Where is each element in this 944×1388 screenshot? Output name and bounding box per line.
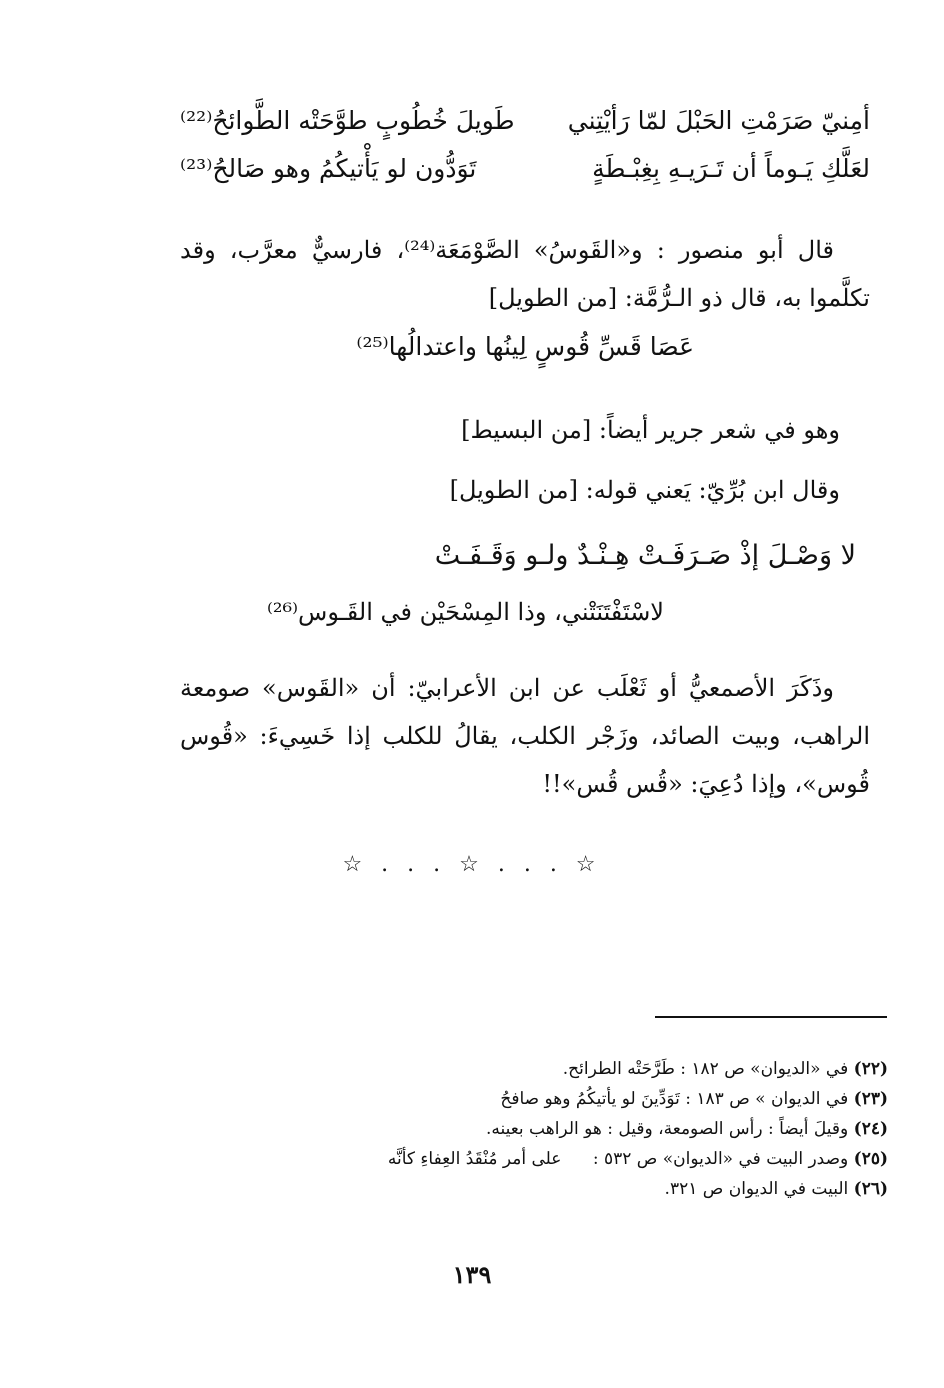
verse-hind-first: لا وَصْـلَ إذْ صَـرَفَـتْ هِـنْـدٌ ولـو وَقَـفَـتْ: [434, 540, 856, 571]
verse-line-2: [180, 146, 870, 192]
page-number: ١٣٩: [452, 1260, 492, 1289]
footnote-24: [188, 1114, 888, 1144]
footnote-25: [188, 1144, 888, 1174]
verse-hemistich-first: لعَلَّكِ يَـوماً أن تَـرَيـهِ بِغِبْـطَةٍ: [592, 154, 870, 183]
footnote-number: (٢٢): [853, 1059, 888, 1079]
paragraph-abu-mansur: قال أبو منصور : و«القَوسُ» الصَّوْمَعَة⁽²⁴⁾، فارسيٌّ معرَّب، وقد تكلَّموا به، قال ذو الـرُّمَّة: [من الطويل]: [180, 236, 870, 312]
footnote-text: وصدر البيت في «الديوان» ص ٥٣٢ :: [592, 1149, 849, 1169]
footnote-text: البيت في الديوان ص ٣٢١.: [664, 1179, 849, 1199]
footnote-text: وقيلَ أيضاً : رأس الصومعة، وقيل : هو الراهب بعينه.: [485, 1119, 849, 1139]
footnotes: [188, 1054, 888, 1204]
line-jarir: وهو في شعر جرير أيضاً: [من البسيط]: [461, 416, 840, 444]
footnote-23: [188, 1084, 888, 1114]
paragraph-asmai: وذَكَرَ الأصمعيُّ أو ثَعْلَب عن ابن الأعرابيّ: أن «القَوس» صومعة الراهب، وبيت الصائد، وزَجْر الكلب، يقالُ للكلب إذا خَسِيءَ: «قُوس قُوس»، وإذا دُعِيَ: «قُس قُس»!!: [180, 674, 870, 798]
section-separator: ☆ . . . ☆ . . . ☆: [342, 852, 602, 877]
verse-hind-second: لاسْتَفْتَنَتْني، وذا المِسْحَيْن في القَـوس⁽²⁶⁾: [266, 598, 664, 626]
footnote-26: [188, 1174, 888, 1204]
footnote-text: في الديوان » ص ١٨٣ : تَوَدِّينَ لو يأتيكُمُ وهو صافحُ: [500, 1089, 849, 1109]
line-ibn-barri: وقال ابن بُرِّيّ: يَعني قوله: [من الطويل]: [449, 476, 840, 504]
footnote-number: (٢٥): [853, 1149, 888, 1169]
footnote-number: (٢٤): [853, 1119, 888, 1139]
verse-line-1: [180, 98, 870, 144]
footnote-number: (٢٣): [853, 1089, 888, 1109]
verse-hemistich-second: تَوَدُّون لو يَأْتيكُمُ وهو صَالحُ⁽²³⁾: [180, 154, 477, 183]
verse-hemistich-first: أمِنيّ صَرَمْتِ الحَبْلَ لمّا رَأيْتِني: [567, 106, 870, 135]
verse-dhu-rumma: عَصَا قَسِّ قُوسٍ لِينُها واعتدالُها⁽²⁵⁾: [356, 332, 694, 361]
verse-hemistich-second: طَويلَ خُطُوبٍ طوَّحَتْه الطَّوائحُ⁽²²⁾: [180, 106, 515, 135]
footnote-text: في «الديوان» ص ١٨٢ : طَرَّحَتْه الطرائح.: [562, 1059, 849, 1079]
footnote-22: [188, 1054, 888, 1084]
footnote-number: (٢٦): [853, 1179, 888, 1199]
footnote-divider: [655, 1016, 887, 1018]
footnote-verse-tail: على أمر مُنْقَدُ العِفاءِ كأنَّه: [387, 1149, 562, 1169]
